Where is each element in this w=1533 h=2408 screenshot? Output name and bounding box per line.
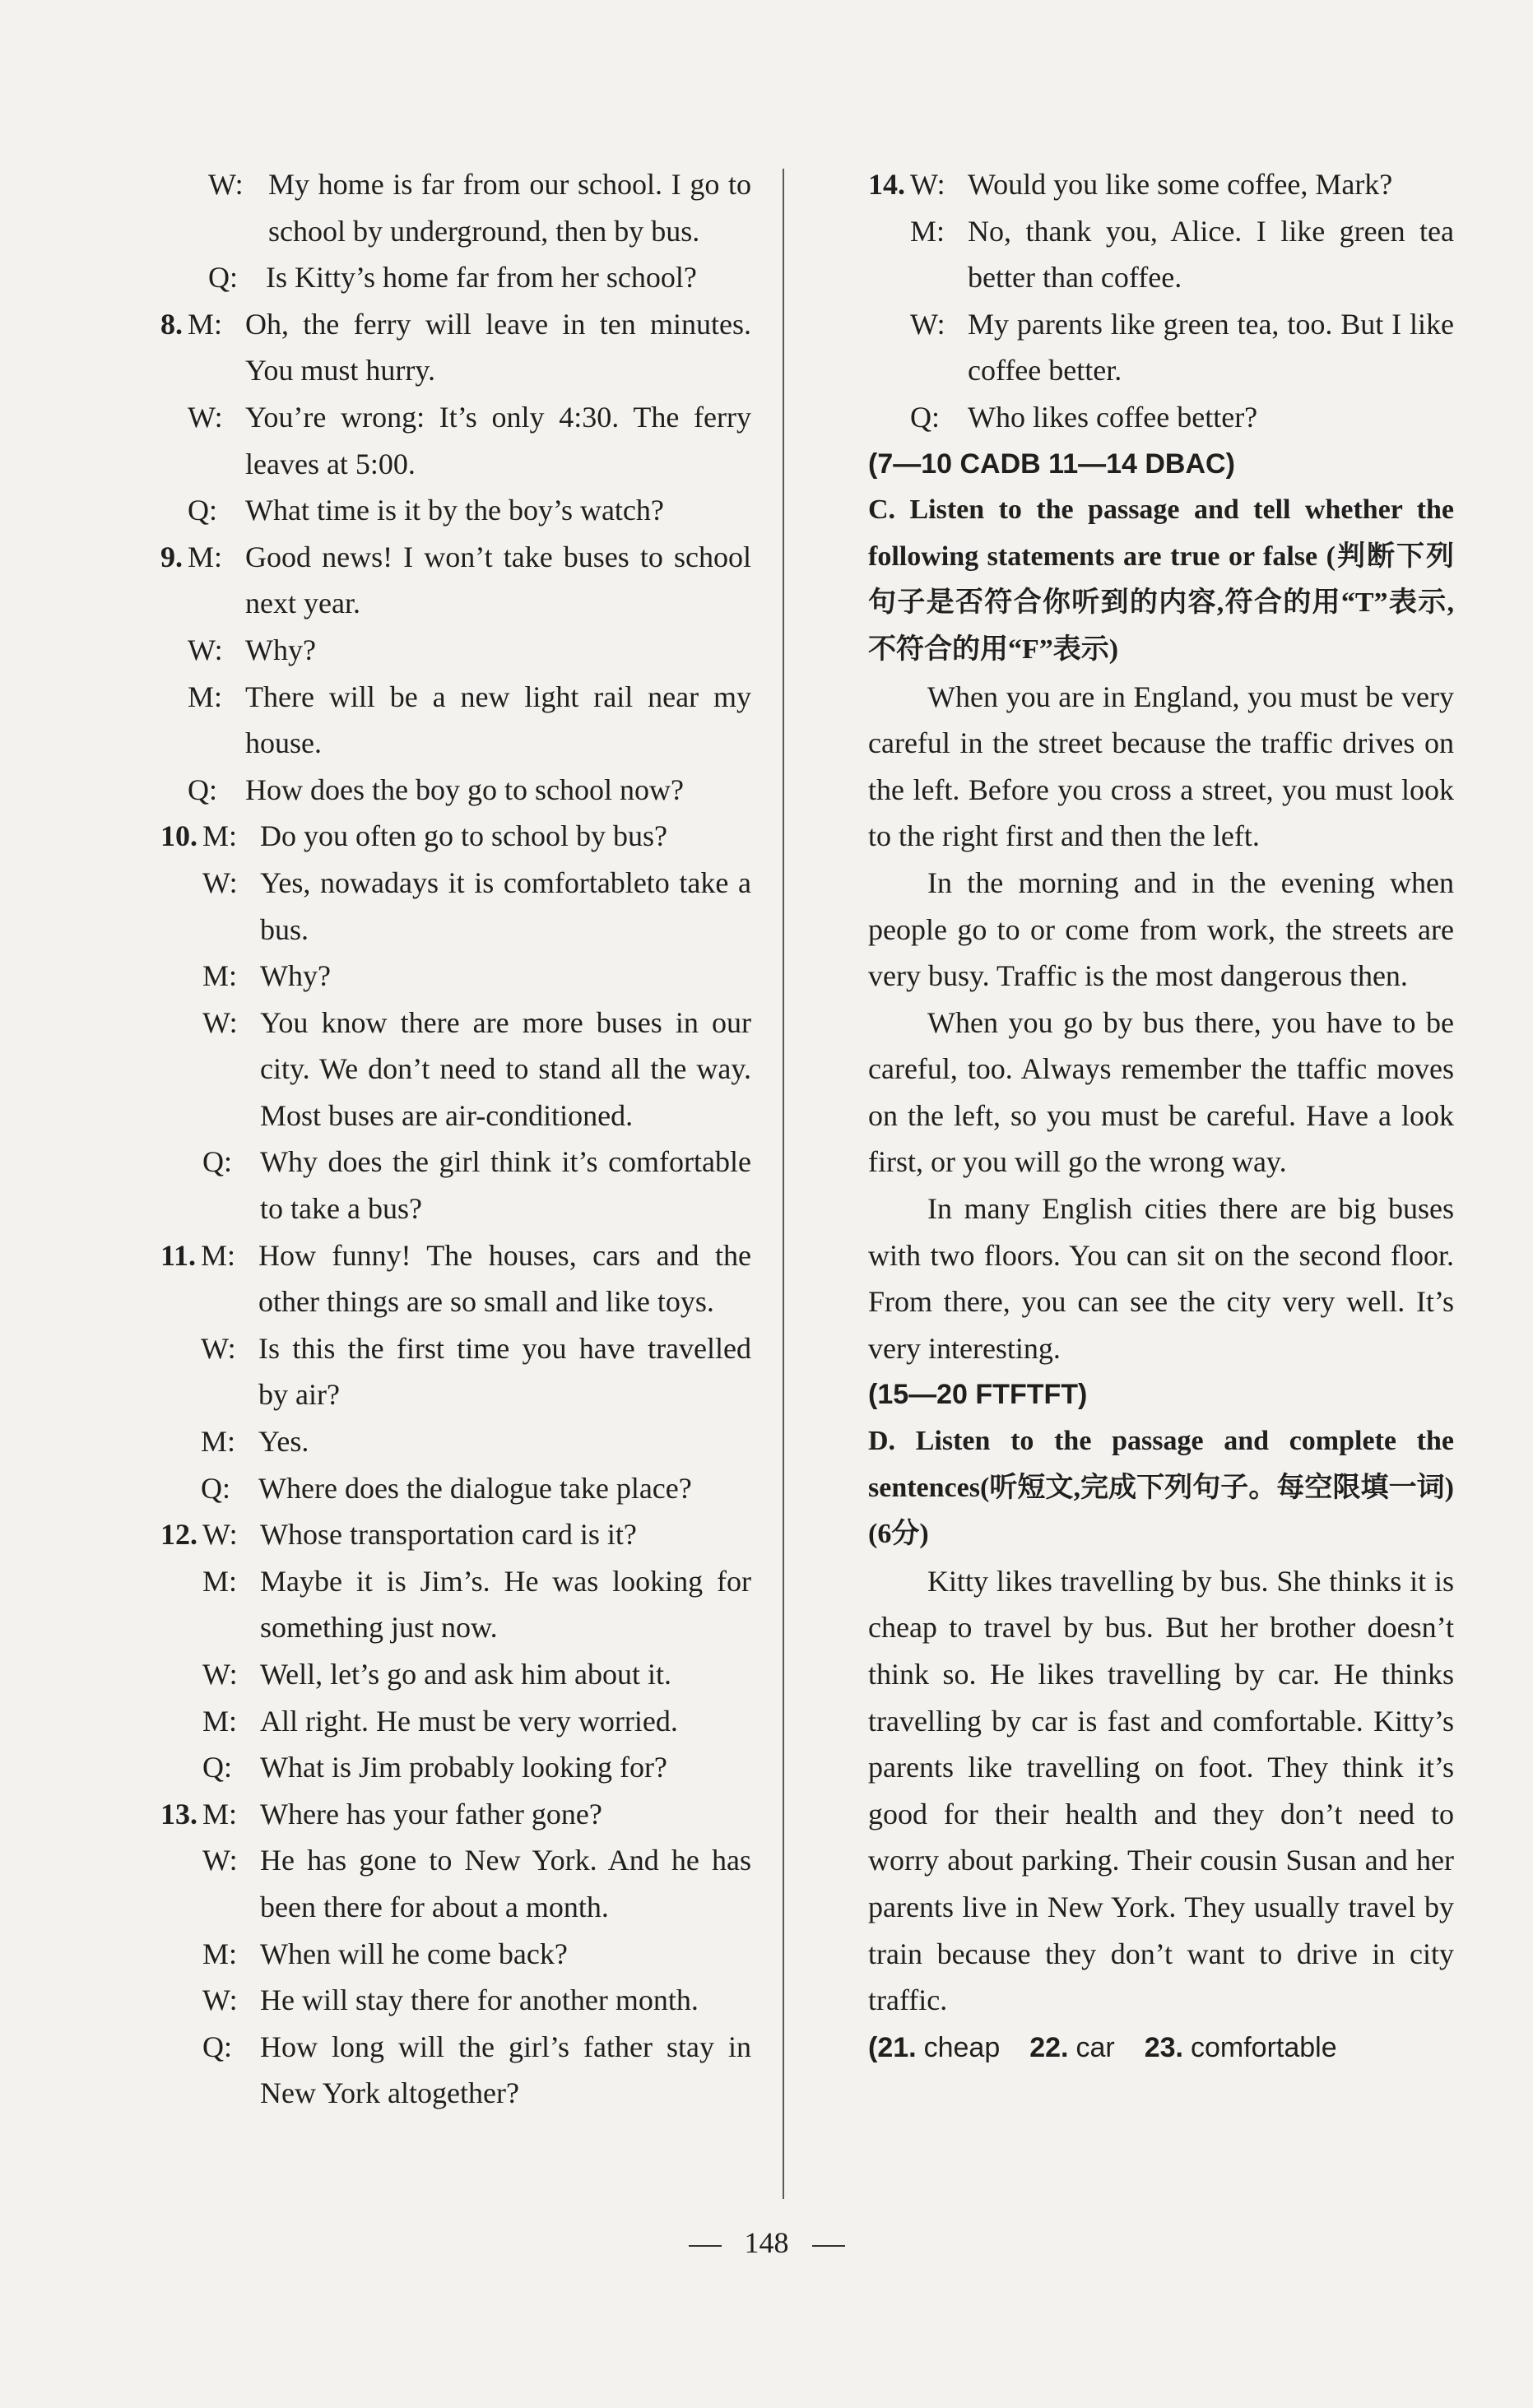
dash-left <box>689 2245 722 2247</box>
speaker-label: W: <box>201 1331 236 1365</box>
item-number: 10. <box>160 819 197 853</box>
speaker-label: M: <box>188 680 223 713</box>
item-number: 11. <box>160 1238 197 1272</box>
answers-21-23 <box>868 2024 1454 2072</box>
speaker-label: Q: <box>208 261 238 295</box>
dialogue-text: Would you like some coffee, Mark? <box>968 168 1393 201</box>
dialogue-text: How does the boy go to school now? <box>245 773 684 806</box>
dialogue-text: What time is it by the boy’s watch? <box>245 494 664 527</box>
dialogue-text: All right. He must be very worried. <box>260 1704 678 1738</box>
dialogue-text: You’re wrong: It’s only 4:30. The ferry leaves at 5:00. <box>245 400 751 480</box>
dialogue-text: How long will the girl’s father stay in New York altogether? <box>260 2030 751 2110</box>
left-column <box>160 161 751 2117</box>
dialogue-text: Who likes coffee better? <box>968 400 1258 434</box>
speaker-label: M: <box>202 1704 238 1738</box>
section-c-paragraph: When you go by bus there, you have to be careful, too. Always remember the ttaffic moves on the left, so you must be careful. Have a look first, or you will go the wrong way. <box>868 1005 1454 1179</box>
speaker-label: W: <box>208 168 244 201</box>
column-divider <box>783 169 784 2199</box>
dialogue-text: No, thank you, Alice. I like green tea better than coffee. <box>968 214 1454 295</box>
dialogue-text: He has gone to New York. And he has been there for about a month. <box>260 1844 751 1923</box>
dialogue-line <box>208 254 751 301</box>
answers-15-20: (15—20 FTFTFT) <box>868 1379 1088 1411</box>
answer-number: 23. <box>1144 2031 1183 2063</box>
dialogue-text: Is Kitty’s home far from her school? <box>266 261 697 295</box>
item-number: 12. <box>160 1518 197 1552</box>
speaker-label: Q: <box>201 1471 231 1505</box>
section-d-heading: D. Listen to the passage and complete the sentences(听短文,完成下列句子。每空限填一词)(6分) <box>868 1426 1454 1550</box>
dialogue-text: Where has your father gone? <box>260 1797 602 1830</box>
speaker-label: W: <box>202 1518 238 1552</box>
item-number: 8. <box>160 307 183 341</box>
section-c-heading: C. Listen to the passage and tell whether the following statements are true or false (判断下列句子是否符合你听到的内容,符合的用“T”表示,不符合的用“F”表示) <box>868 494 1454 665</box>
section-c-paragraph: In many English cities there are big buses with two floors. You can sit on the second floor. From there, you can see the city very well. It’s very interesting. <box>868 1192 1454 1365</box>
dialogue-text: Why? <box>245 633 316 666</box>
section-c-paragraph: When you are in England, you must be very careful in the street because the traffic drives on the left. Before you cross a street, you must look to the right first and then the left. <box>868 680 1454 853</box>
speaker-label: W: <box>910 168 945 201</box>
dialogue-item-9 <box>160 534 751 814</box>
dialogue-line <box>208 161 751 254</box>
dialogue-text: Yes. <box>258 1425 309 1459</box>
dialogue-item-12 <box>160 1511 751 1791</box>
paren-open: ( <box>868 2031 878 2063</box>
dialogue-item-11 <box>160 1232 751 1512</box>
dialogue-text: He will stay there for another month. <box>260 1983 699 2017</box>
speaker-label: W: <box>202 1005 238 1039</box>
page-number-text: 148 <box>744 2226 789 2259</box>
speaker-label: M: <box>201 1425 236 1459</box>
dialogue-text: There will be a new light rail near my house. <box>245 680 751 760</box>
speaker-label: Q: <box>910 400 940 434</box>
dash-right <box>812 2245 845 2247</box>
dialogue-text: What is Jim probably looking for? <box>260 1751 667 1784</box>
dialogue-item-10 <box>160 813 751 1232</box>
dialogue-text: Do you often go to school by bus? <box>260 819 667 853</box>
intro-dialogue <box>208 161 751 301</box>
speaker-label: W: <box>910 307 945 341</box>
speaker-label: W: <box>188 633 223 666</box>
answer-value: cheap <box>923 2031 1001 2063</box>
dialogue-text: Maybe it is Jim’s. He was looking for something just now. <box>260 1564 751 1645</box>
dialogue-text: You know there are more buses in our city. We don’t need to stand all the way. Most buses are air-conditioned. <box>260 1005 751 1132</box>
speaker-label: M: <box>910 214 945 248</box>
dialogue-text: Good news! I won’t take buses to school next year. <box>245 540 751 620</box>
dialogue-text: My home is far from our school. I go to school by underground, then by bus. <box>268 168 751 248</box>
item-number: 13. <box>160 1797 197 1830</box>
dialogue-text: My parents like green tea, too. But I like coffee better. <box>968 307 1454 387</box>
dialogue-item-8 <box>160 301 751 534</box>
speaker-label: M: <box>202 1564 238 1598</box>
speaker-label: Q: <box>202 1751 232 1784</box>
item-number: 9. <box>160 540 183 573</box>
dialogue-text: Well, let’s go and ask him about it. <box>260 1658 672 1691</box>
speaker-label: W: <box>202 1844 238 1877</box>
speaker-label: W: <box>202 1658 238 1691</box>
speaker-label: M: <box>202 819 238 853</box>
speaker-label: W: <box>202 865 238 899</box>
speaker-label: Q: <box>202 2030 232 2063</box>
dialogue-text: Whose transportation card is it? <box>260 1518 637 1552</box>
answer-value: car <box>1075 2031 1115 2063</box>
answers-7-14: (7—10 CADB 11—14 DBAC) <box>868 448 1235 480</box>
speaker-label: M: <box>202 959 238 993</box>
dialogue-text: Oh, the ferry will leave in ten minutes. You must hurry. <box>245 307 751 387</box>
section-d-paragraph: Kitty likes travelling by bus. She thinks it is cheap to travel by bus. But her brother doesn’t think so. He likes travelling by car. He thinks travelling by car is fast and comfortable. Kitty’s parents like travelling on foot. They think it’s good for their health and they don’t need to worry about parking. Their cousin Susan and her parents live in New York. They usually travel by train because they don’t want to drive in city traffic. <box>868 1564 1454 2017</box>
page-number <box>0 2225 1533 2260</box>
right-column <box>868 161 1454 2071</box>
speaker-label: Q: <box>188 773 217 806</box>
dialogue-text: How funny! The houses, cars and the other things are so small and like toys. <box>258 1238 751 1319</box>
speaker-label: M: <box>201 1238 236 1272</box>
answer-value: comfortable <box>1191 2031 1337 2063</box>
dialogue-text: Why does the girl think it’s comfortable to take a bus? <box>260 1145 751 1226</box>
speaker-label: W: <box>202 1983 238 2017</box>
speaker-label: M: <box>188 307 223 341</box>
speaker-label: W: <box>188 400 223 434</box>
speaker-label: M: <box>188 540 223 573</box>
dialogue-text: When will he come back? <box>260 1937 568 1970</box>
section-c-paragraph: In the morning and in the evening when people go to or come from work, the streets are very busy. Traffic is the most dangerous then. <box>868 865 1454 993</box>
dialogue-item-14 <box>868 161 1454 441</box>
dialogue-text: Yes, nowadays it is comfortableto take a bus. <box>260 865 751 946</box>
dialogue-text: Why? <box>260 959 331 993</box>
dialogue-item-13 <box>160 1791 751 2117</box>
speaker-label: Q: <box>202 1145 232 1179</box>
answer-number: 21. <box>877 2031 917 2063</box>
dialogue-text: Is this the first time you have travelled by air? <box>258 1331 751 1412</box>
speaker-label: M: <box>202 1937 238 1970</box>
speaker-label: Q: <box>188 494 217 527</box>
speaker-label: M: <box>202 1797 238 1830</box>
dialogue-text: Where does the dialogue take place? <box>258 1471 692 1505</box>
answer-number: 22. <box>1029 2031 1069 2063</box>
item-number: 14. <box>868 168 905 201</box>
